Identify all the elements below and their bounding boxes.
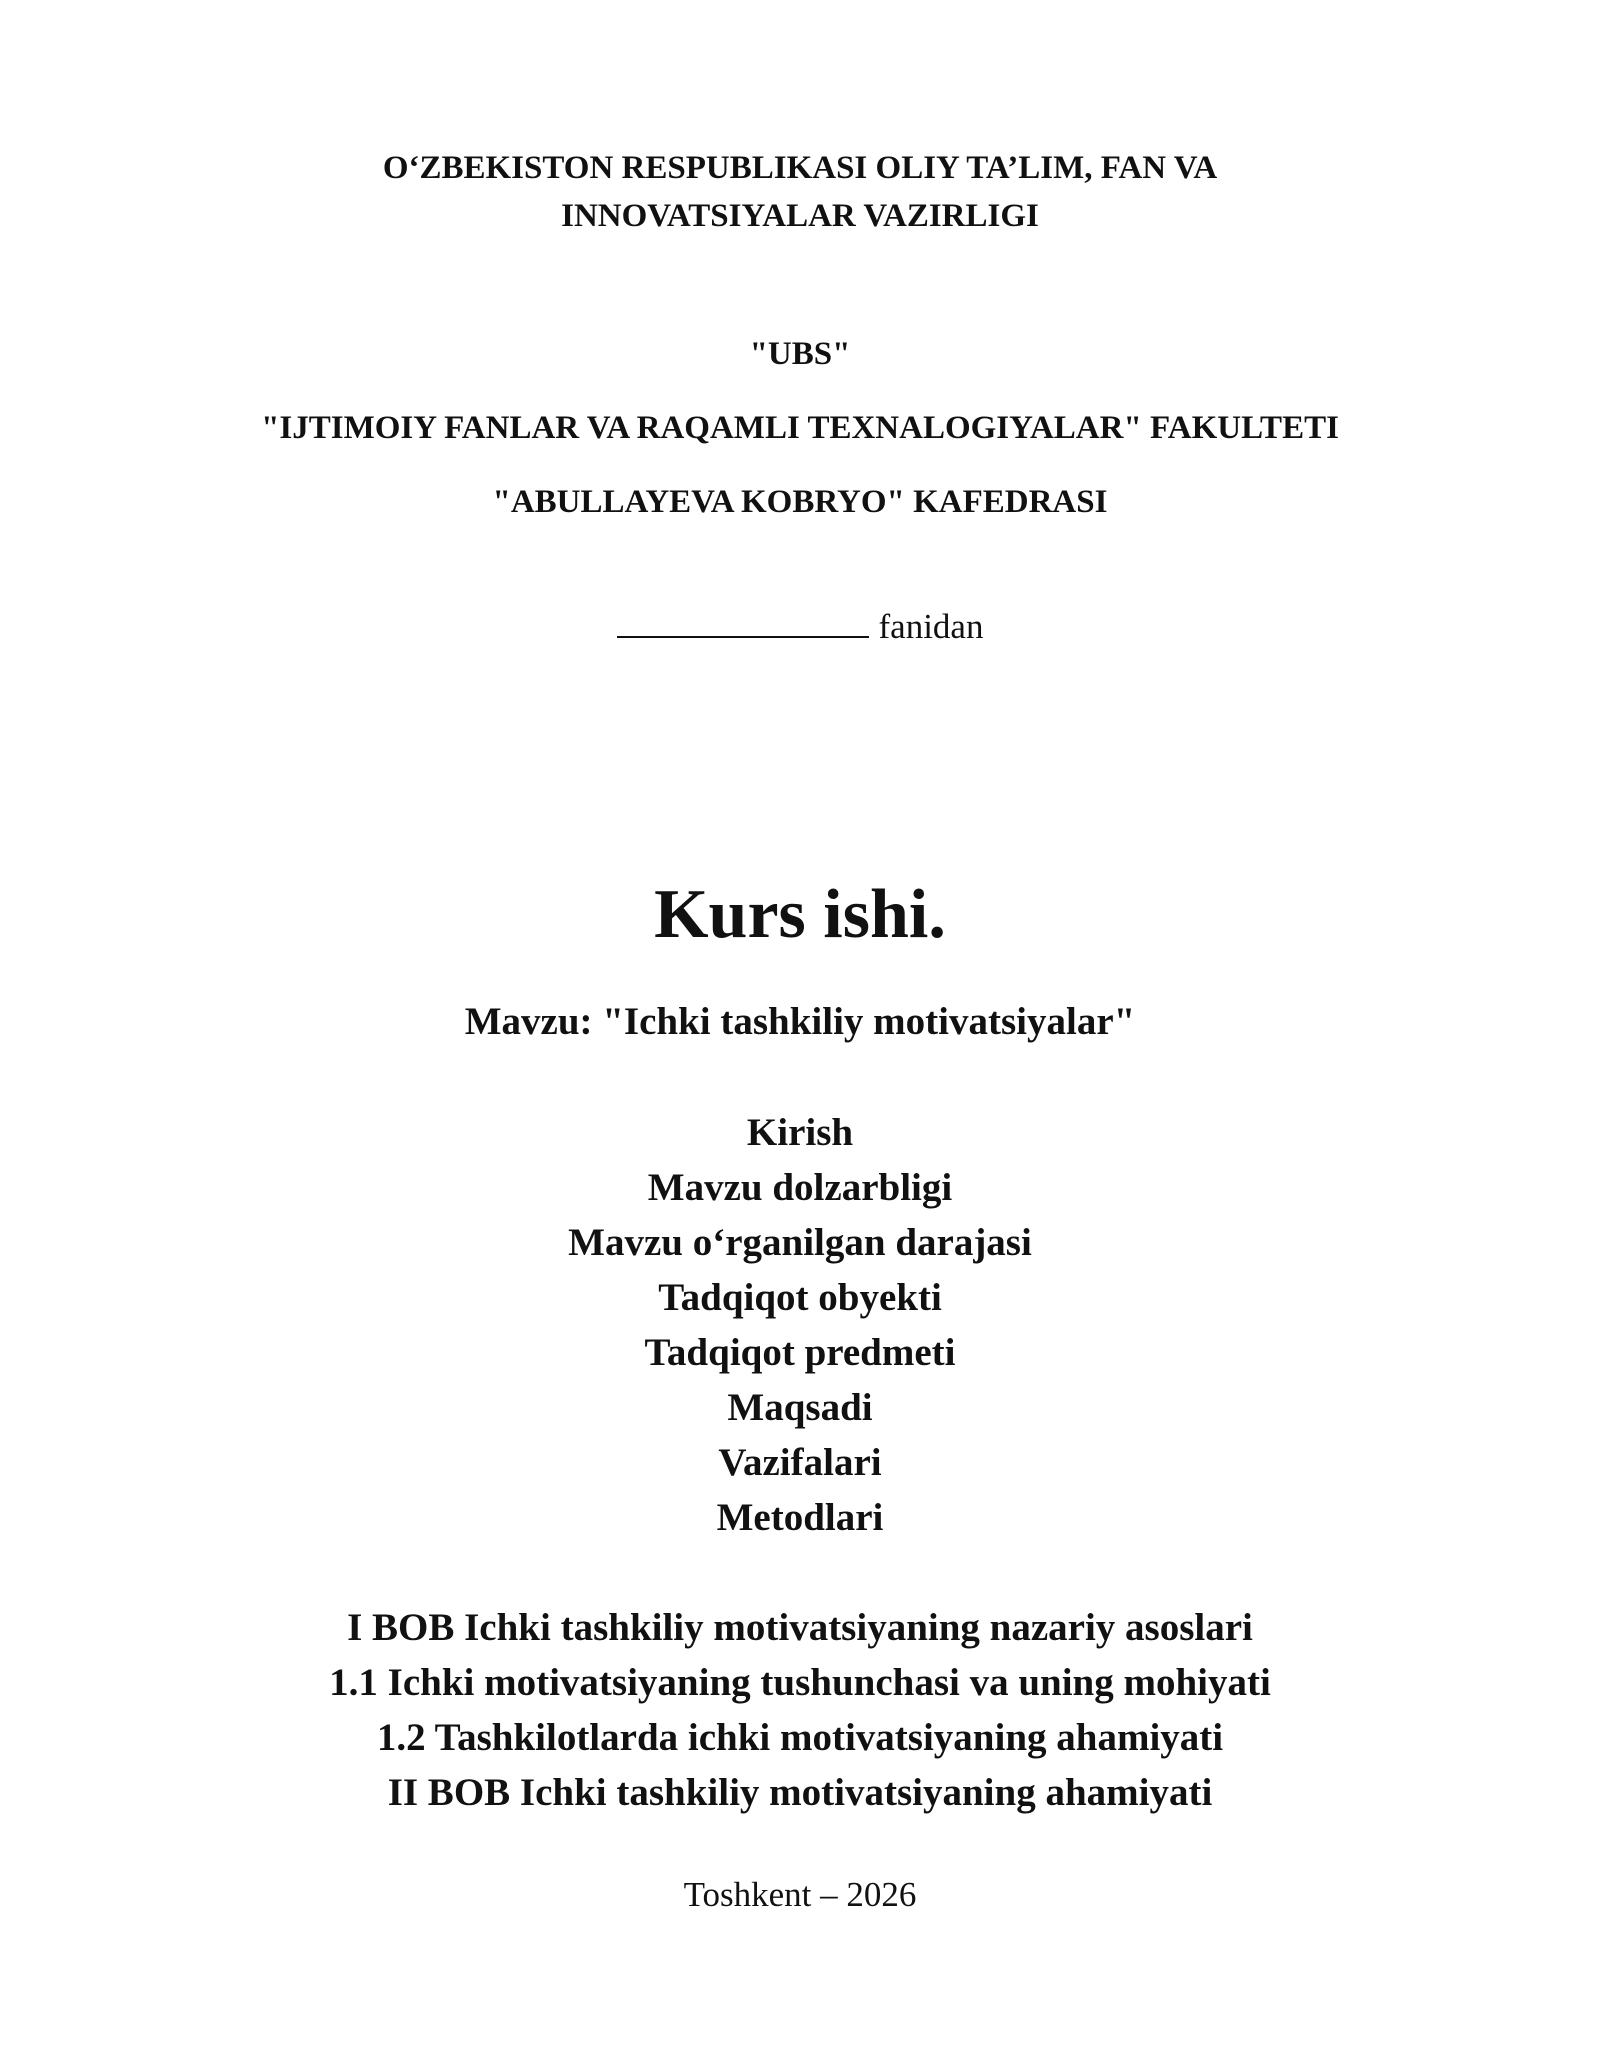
intro-item: Mavzu o‘rganilgan darajasi: [568, 1221, 1032, 1264]
intro-item: Maqsadi: [727, 1386, 873, 1429]
chapter-item: I BOB Ichki tashkiliy motivatsiyaning nazariy asoslari: [347, 1606, 1253, 1649]
chapter-item: II BOB Ichki tashkiliy motivatsiyaning ahamiyati: [387, 1771, 1213, 1814]
intro-item: Tadqiqot predmeti: [644, 1331, 956, 1374]
intro-list: [0, 1105, 1600, 1545]
intro-item: Vazifalari: [718, 1441, 882, 1484]
topic-line: Mavzu: "Ichki tashkiliy motivatsiyalar": [464, 1000, 1136, 1043]
ministry-line-2: INNOVATSIYALAR VAZIRLIGI: [561, 198, 1039, 234]
document-title: Kurs ishi.: [654, 876, 946, 953]
department-name: "ABULLAYEVA KOBRYO" KAFEDRASI: [492, 484, 1108, 520]
intro-item: Mavzu dolzarbligi: [647, 1166, 953, 1209]
chapter-list: [0, 1600, 1600, 1820]
subject-line: [0, 606, 1600, 647]
intro-item: Metodlari: [716, 1496, 884, 1539]
intro-item: Kirish: [746, 1111, 854, 1154]
city-year: Toshkent – 2026: [683, 1875, 917, 1914]
university-name: "UBS": [749, 336, 851, 372]
subject-suffix: fanidan: [878, 607, 984, 646]
subject-blank: [617, 606, 869, 638]
intro-item: Tadqiqot obyekti: [658, 1276, 942, 1319]
ministry-line-1: O‘ZBEKISTON RESPUBLIKASI OLIY TA’LIM, FAN VA: [382, 150, 1218, 186]
faculty-name: "IJTIMOIY FANLAR VA RAQAMLI TEXNALOGIYALAR" FAKULTETI: [261, 410, 1339, 446]
chapter-item: 1.2 Tashkilotlarda ichki motivatsiyaning ahamiyati: [376, 1716, 1224, 1759]
chapter-item: 1.1 Ichki motivatsiyaning tushunchasi va uning mohiyati: [329, 1661, 1271, 1704]
